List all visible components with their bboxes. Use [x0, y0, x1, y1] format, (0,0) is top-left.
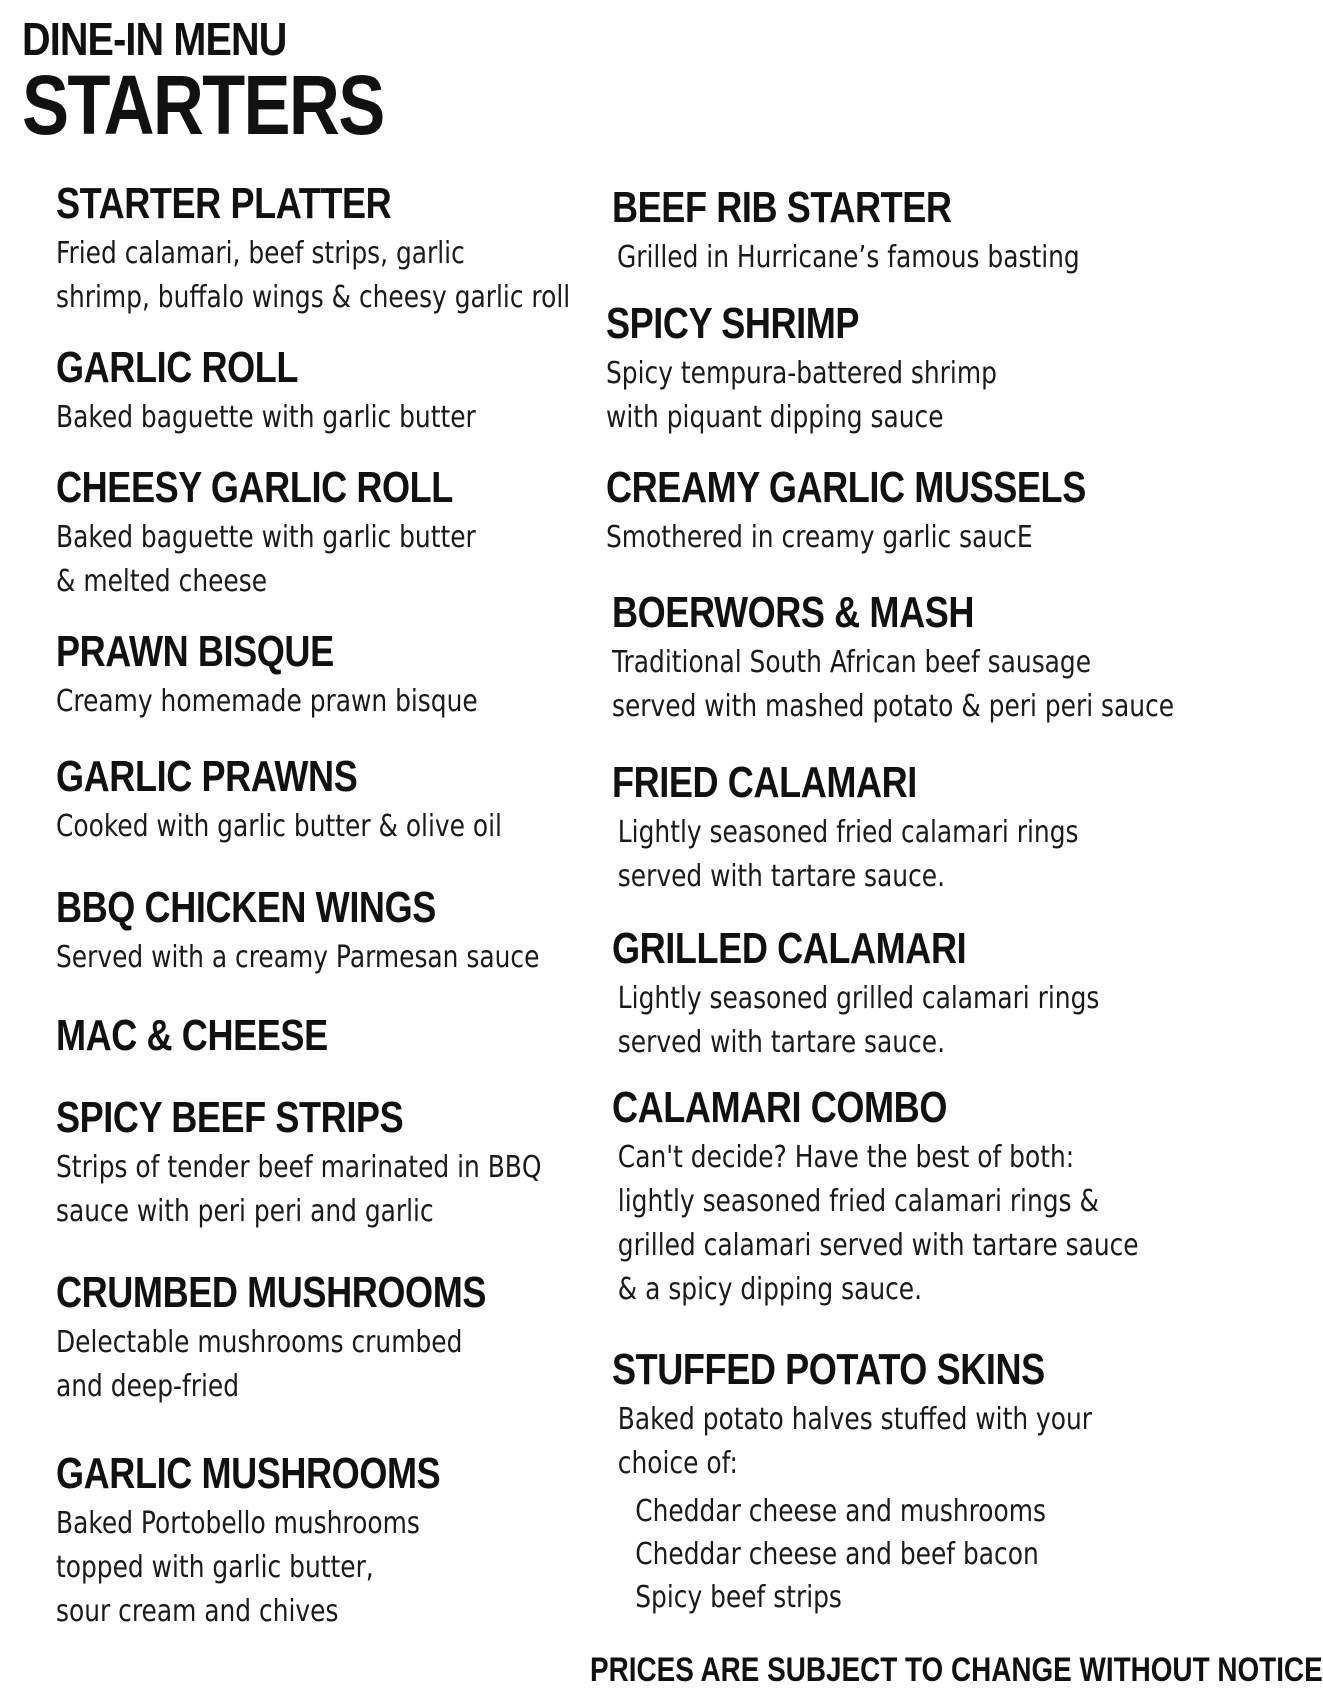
item-desc: topped with garlic butter,: [56, 1550, 374, 1585]
menu-item-crumbed-mushrooms: [56, 1267, 580, 1409]
menu-item-cheesy-garlic-roll: [56, 462, 562, 604]
menu-subtitle: DINE-IN MENU: [22, 13, 287, 65]
menu-item-mac-and-cheese: [56, 1010, 387, 1062]
item-desc: sauce with peri peri and garlic: [56, 1194, 434, 1229]
menu-item-garlic-prawns: [56, 751, 593, 849]
menu-item-grilled-calamari: [612, 923, 1199, 1065]
item-desc: Lightly seasoned fried calamari rings: [617, 815, 1079, 850]
menu-item-fried-calamari: [612, 757, 1174, 899]
item-desc: served with mashed potato & peri peri sauce: [612, 689, 1175, 724]
menu-item-bbq-chicken-wings: [56, 882, 638, 980]
item-desc: Spicy tempura-battered shrimp: [606, 356, 997, 391]
menu-item-garlic-mushrooms: [56, 1448, 525, 1634]
item-desc: Baked baguette with garlic butter: [56, 400, 476, 435]
item-name: BBQ CHICKEN WINGS: [56, 883, 436, 932]
item-name: PRAWN BISQUE: [56, 627, 334, 676]
item-name: CRUMBED MUSHROOMS: [56, 1268, 487, 1317]
item-desc: Baked baguette with garlic butter: [56, 520, 476, 555]
menu-item-calamari-combo: [612, 1082, 1247, 1312]
item-name: CALAMARI COMBO: [612, 1083, 947, 1132]
item-desc: Can't decide? Have the best of both:: [617, 1140, 1075, 1175]
item-desc: grilled calamari served with tartare sauce: [617, 1228, 1139, 1263]
item-name: GARLIC MUSHROOMS: [56, 1449, 441, 1498]
menu-item-spicy-beef-strips: [56, 1092, 641, 1234]
menu-header: [22, 13, 452, 152]
item-desc: lightly seasoned fried calamari rings &: [617, 1184, 1099, 1219]
item-name: MAC & CHEESE: [56, 1011, 328, 1060]
item-desc: sour cream and chives: [56, 1594, 339, 1629]
item-desc: Traditional South African beef sausage: [612, 645, 1092, 680]
item-desc: Smothered in creamy garlic saucE: [606, 520, 1033, 555]
item-desc: Cooked with garlic butter & olive oil: [56, 809, 502, 844]
menu-item-spicy-shrimp: [606, 298, 1077, 440]
item-desc: Creamy homemade prawn bisque: [56, 684, 478, 719]
item-desc: and deep-fried: [56, 1369, 240, 1404]
item-name: GARLIC PRAWNS: [56, 752, 358, 801]
item-desc: Delectable mushrooms crumbed: [56, 1325, 463, 1360]
item-name: FRIED CALAMARI: [612, 758, 917, 807]
menu-item-beef-rib-starter: [612, 182, 1176, 280]
item-desc: served with tartare sauce.: [617, 1025, 946, 1060]
item-name: BEEF RIB STARTER: [612, 183, 952, 232]
menu-item-boerwors-and-mash: [612, 587, 1289, 729]
item-desc: shrimp, buffalo wings & cheesy garlic roll: [56, 280, 571, 315]
item-desc: & a spicy dipping sauce.: [617, 1272, 923, 1307]
item-name: CREAMY GARLIC MUSSELS: [606, 463, 1086, 512]
item-name: BOERWORS & MASH: [612, 588, 975, 637]
menu-item-creamy-garlic-mussels: [606, 462, 1191, 560]
item-option: Spicy beef strips: [635, 1580, 842, 1615]
menu-item-stuffed-potato-skins: [612, 1344, 1190, 1619]
item-desc: with piquant dipping sauce: [606, 400, 944, 435]
item-desc: Baked Portobello mushrooms: [56, 1506, 420, 1541]
item-name: GARLIC ROLL: [56, 343, 299, 392]
item-option: Cheddar cheese and mushrooms: [635, 1494, 1047, 1529]
item-name: SPICY SHRIMP: [606, 299, 860, 348]
price-disclaimer: PRICES ARE SUBJECT TO CHANGE WITHOUT NOTICE: [590, 1651, 1323, 1689]
item-name: GRILLED CALAMARI: [612, 924, 967, 973]
item-desc: served with tartare sauce.: [617, 859, 946, 894]
item-name: SPICY BEEF STRIPS: [56, 1093, 404, 1142]
item-name: STARTER PLATTER: [56, 179, 392, 228]
item-desc: Strips of tender beef marinated in BBQ: [56, 1150, 542, 1185]
menu-item-prawn-bisque: [56, 626, 564, 724]
menu-item-garlic-roll: [56, 342, 562, 440]
item-desc: & melted cheese: [56, 564, 268, 599]
item-desc: Fried calamari, beef strips, garlic: [56, 236, 465, 271]
menu-title: STARTERS: [22, 58, 384, 152]
item-option: Cheddar cheese and beef bacon: [635, 1537, 1039, 1572]
item-desc: Served with a creamy Parmesan sauce: [56, 940, 540, 975]
item-desc: choice of:: [617, 1446, 738, 1481]
item-desc: Grilled in Hurricane’s famous basting: [616, 240, 1080, 275]
item-name: CHEESY GARLIC ROLL: [56, 463, 453, 512]
menu-item-starter-platter: [56, 178, 676, 320]
item-desc: Baked potato halves stuffed with your: [617, 1402, 1093, 1437]
item-name: STUFFED POTATO SKINS: [612, 1345, 1045, 1394]
item-desc: Lightly seasoned grilled calamari rings: [617, 981, 1100, 1016]
